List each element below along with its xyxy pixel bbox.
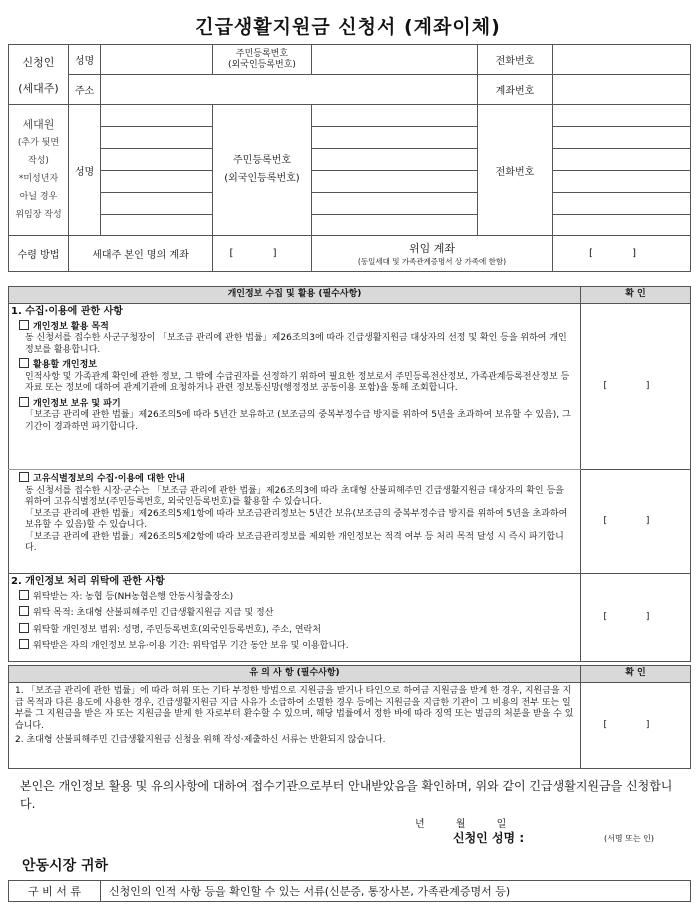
- notice-item-2: 2. 초대형 산불피해주민 긴급생활지원금 신청을 위해 작성·제출하신 서류는 반환되지 않습니다.: [15, 735, 386, 745]
- retention-title: 개인정보 보유 및 파기: [33, 398, 121, 409]
- retention-text: 「보조금 관리에 관한 법률」제26조의5에 따라 5년간 보유하고 (보조금의 중복부정수급 방지를 위하여 5년을 초과하여 보유할 수 있음), 그 기간이 경과하면 파기합니다.: [25, 410, 571, 432]
- notice-item-1: 1. 「보조금 관리에 관한 법률」에 따라 허위 또는 기타 부정한 방법으로 지원금을 받거나 타인으로 하여금 지원금을 받게 한 경우, 지원금을 지급 목적과 다른 용도에 사용한 경우, 긴급생활지원금 지급 사유가 소급하여 소멸한 경우 등에는 지원금을 지급한 기관이 그 비용의 전부 또는 일부를 그 지원금을 받은 자 또는 지원금을 받게 한 자로부터 환수할 수 있으며, 해당 법률에서 정한 바에 따라 징역 또는 벌금의 처분을 받을 수 있습니다.: [15, 686, 574, 731]
- docs-label: 구 비 서 류: [9, 881, 101, 902]
- household-label-line: (추가 뒷면: [17, 138, 60, 148]
- applicant-label-cell: [9, 45, 69, 105]
- receipt-self-check[interactable]: [ ]: [213, 236, 312, 272]
- household-label-line: *미성년자: [18, 174, 59, 184]
- privacy-check-1[interactable]: [ ]: [581, 304, 691, 470]
- household-foreign-id-label: (외국인등록번호): [224, 173, 300, 184]
- purpose-text: 동 신청서를 접수한 사군구청장이 「보조금 관리에 관한 법률」제26조의3에 따라 긴급생활지원금 대상자의 선정 및 확인 등을 위하여 개인정보를 활용합니다.: [25, 333, 567, 355]
- checkbox-icon: [19, 639, 29, 649]
- notice-check[interactable]: [ ]: [581, 683, 691, 769]
- entrust-item: 위탁받는 자: 농협 등(NH농협은행 안동시청출장소): [33, 591, 234, 602]
- account-label: 계좌번호: [478, 75, 553, 105]
- unique-id-text: 동 신청서를 접수한 시장·군수는 「보조금 관리에 관한 법률」제26조의3에 따라 초대형 산불피해주민 긴급생활지원금 대상자의 확인 등을 위하여 고유식별정보(주민등록번호, 외국인등록번호)를 활용할 수 있습니다.: [25, 485, 564, 507]
- privacy-section-1: [9, 304, 581, 470]
- receipt-label: 수령 방법: [9, 236, 69, 272]
- household-id-fields[interactable]: [312, 105, 478, 236]
- declaration-text: 본인은 개인정보 활용 및 유의사항에 대하여 접수기관으로부터 안내받았음을 확인하며, 위와 같이 긴급생활지원금을 신청합니다.: [20, 779, 673, 811]
- entrust-item: 위탁 목적: 초대형 산불피해주민 긴급생활지원금 지급 및 정산: [33, 608, 274, 618]
- household-phone-label: 전화번호: [478, 105, 553, 236]
- household-label-line: 위임장 작성: [15, 210, 62, 220]
- name-label: 성명: [69, 45, 101, 75]
- privacy-check-2[interactable]: [ ]: [581, 470, 691, 574]
- applicant-label-sub: (세대주): [18, 81, 59, 95]
- purpose-title: 개인정보 활용 목적: [33, 321, 109, 332]
- checkbox-icon: [19, 590, 29, 600]
- phone-field[interactable]: [553, 45, 691, 75]
- checkbox-icon: [19, 606, 29, 616]
- docs-table: [8, 880, 691, 902]
- privacy-confirm-header: 확 인: [581, 287, 691, 304]
- household-label-line: 아닐 경우: [19, 192, 58, 202]
- household-name-label: 성명: [69, 105, 101, 236]
- unique-id-title: 고유식별정보의 수집·이용에 대한 안내: [33, 474, 185, 484]
- law2-text: 「보조금 관리에 관한 법률」제26조의5제2항에 따라 보조금관리정보를 제외한 개인정보는 적격 여부 등 처리 목적 달성 시 즉시 파기합니다.: [25, 531, 564, 553]
- address-label: 주소: [69, 75, 101, 105]
- docs-text: 신청인의 인적 사항 등을 확인할 수 있는 서류(신분증, 통장사본, 가족관계증명서 등): [101, 881, 691, 902]
- checkbox-icon: [19, 320, 29, 330]
- items-text: 인적사항 및 가족관계 확인에 관한 정보, 그 밖에 수급권자를 선정하기 위하여 필요한 정보로서 주민등록전산정보, 가족관계등록전산정보 등 자료 또는 정보에 대하여 관계기관에 요청하거나 관련 정보통신망(행정정보 공동이용 포함)을 통해 조회합니다.: [25, 371, 570, 393]
- notice-confirm-header: 확 인: [581, 666, 691, 683]
- notice-table: [8, 665, 691, 769]
- applicant-table: [8, 44, 691, 272]
- checkbox-icon: [19, 358, 29, 368]
- household-phone-fields[interactable]: [553, 105, 691, 236]
- notice-header: 유 의 사 항 (필수사항): [9, 666, 581, 683]
- date-line: 년 월 일: [415, 819, 507, 830]
- household-id-label: 주민등록번호: [233, 155, 291, 166]
- signer-label: 신청인 성명 :: [453, 831, 525, 845]
- receipt-self-label: 세대주 본인 명의 계좌: [69, 236, 213, 272]
- receipt-proxy-note: (동일세대 및 가족관계증명서 상 가족에 한함): [357, 257, 507, 266]
- address-field[interactable]: [101, 75, 478, 105]
- phone-label: 전화번호: [478, 45, 553, 75]
- privacy-table: [8, 286, 691, 662]
- items-title: 활용할 개인정보: [33, 360, 97, 370]
- checkbox-icon: [19, 472, 29, 482]
- receipt-proxy-label: 위임 계좌: [408, 242, 455, 255]
- id-label-cell: [213, 45, 312, 75]
- section-1-title: 1. 수집·이용에 관한 사항: [11, 306, 123, 317]
- entrust-item: 위탁할 개인정보 범위: 성명, 주민등록번호(외국인등록번호), 주소, 연락처: [33, 624, 321, 635]
- household-label-line: 세대원: [22, 118, 55, 131]
- notice-body: [9, 683, 581, 769]
- household-label-line: 작성): [28, 156, 49, 166]
- applicant-label: 신청인: [22, 55, 55, 69]
- receipt-proxy-check[interactable]: [ ]: [553, 236, 691, 272]
- receipt-proxy-cell: [312, 236, 553, 272]
- privacy-header: 개인정보 수집 및 활용 (필수사항): [9, 287, 581, 304]
- form-title: 긴급생활지원금 신청서 (계좌이체): [195, 16, 501, 38]
- name-field[interactable]: [101, 45, 213, 75]
- law1-text: 「보조금 관리에 관한 법률」제26조의5제1항에 따라 보조금관리정보는 5년간 보유(보조금의 중복부정수급 방지를 위하여 5년을 초과하여 보유할 수 있음)할 수 있습니다.: [25, 508, 568, 530]
- id-field[interactable]: [312, 45, 478, 75]
- household-label-cell: [9, 105, 69, 236]
- entrust-item: 위탁받은 자의 개인정보 보유·이용 기간: 위탁업무 기간 동안 보유 및 이용합니다.: [33, 641, 349, 651]
- addressee: 안동시장 귀하: [22, 858, 109, 874]
- section-2-title: 2. 개인정보 처리 위탁에 관한 사항: [11, 576, 165, 587]
- sign-note: (서명 또는 인): [604, 834, 654, 843]
- privacy-check-3[interactable]: [ ]: [581, 574, 691, 662]
- household-id-label-cell: [213, 105, 312, 236]
- foreign-id-label: (외국인등록번호): [228, 59, 296, 70]
- id-label: 주민등록번호: [235, 48, 289, 59]
- household-name-fields[interactable]: [101, 105, 213, 236]
- account-field[interactable]: [553, 75, 691, 105]
- privacy-section-2: [9, 574, 581, 662]
- checkbox-icon: [19, 623, 29, 633]
- checkbox-icon: [19, 397, 29, 407]
- privacy-section-unique-id: [9, 470, 581, 574]
